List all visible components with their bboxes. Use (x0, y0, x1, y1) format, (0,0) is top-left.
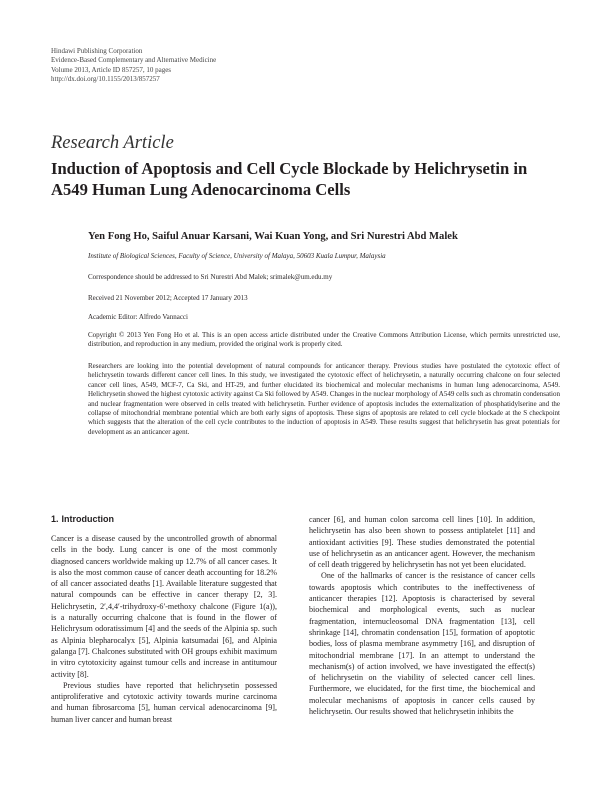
intro-paragraph-3: One of the hallmarks of cancer is the resistance of cancer cells towards apoptosis which contributes to the ineffectiveness of anticancer therapies [12]. Apoptosis is characterised by several biochemical and morphological events, such as nuclear fragmentation, internucleosomal DNA fragmentation [13], cell shrinkage [14], chromatin condensation [15], formation of apoptotic bodies, loss of plasma membrane asymmetry [16], and disruption of mitochondrial membrane [17]. In an attempt to understand the mechanism(s) of action involved, we have investigated the effect(s) of helichrysetin on the viability of selected cancer cell lines. Furthermore, we elucidated, for the first time, the biochemical and molecular mechanisms of apoptosis in cancer cells caused by helichrysetin. Our results showed that helichrysetin inhibits the (309, 571, 535, 717)
article-title: Induction of Apoptosis and Cell Cycle Blockade by Helichrysetin in A549 Human Lung Adenocarcinoma Cells (51, 159, 528, 199)
author-list: Yen Fong Ho, Saiful Anuar Karsani, Wai Kuan Yong, and Sri Nurestri Abd Malek (88, 231, 458, 242)
copyright-notice: Copyright © 2013 Yen Fong Ho et al. This is an open access article distributed under the Creative Commons Attribution License, which permits unrestricted use, distribution, and reproduction in any medium, provided the original work is properly cited. (88, 331, 560, 349)
volume-info: Volume 2013, Article ID 857257, 10 pages (51, 65, 172, 74)
intro-paragraph-2-continued: cancer [6], and human colon sarcoma cell lines [10]. In addition, helichrysetin has also been shown to possess antiplatelet [11] and antioxidant activities [9]. These studies demonstrated the potential use of helichrysetin as an anticancer agent. However, the mechanism of cell death triggered by helichrysetin has not yet been elucidated. (309, 515, 535, 570)
affiliation: Institute of Biological Sciences, Faculty of Science, University of Malaya, 50603 Kuala Lumpur, Malaysia (88, 252, 386, 260)
article-type: Research Article (51, 133, 174, 153)
masthead (51, 47, 216, 85)
right-column (309, 514, 535, 717)
correspondence: Correspondence should be addressed to Sri Nurestri Abd Malek; srimalek@um.edu.my (88, 273, 333, 281)
intro-paragraph-1: Cancer is a disease caused by the uncontrolled growth of abnormal cells in the body. Lung cancer is one of the most commonly diagnosed cancers worldwide making up 12.7% of all cancer cases. It is also the most common cause of cancer death accounting for 18.2% of all cancer associated deaths [1]. Available literature suggested that natural compounds can be effective in cancer therapy [2, 3]. Helichrysetin, 2′,4,4′-trihydroxy-6′-methoxy chalcone (Figure 1(a)), is a naturally occurring chalcone that is found in the flower of Helichrysum odoratissimum [4] and the seeds of the Alpinia sp. such as Alpinia blepharocalyx [5], Alpinia katsumadai [6], and Alpinia galanga [7]. Chalcones substituted with OH groups exhibit maximum in vitro cytotoxicity against tumour cells and increase in antitumour activity [8]. (51, 534, 277, 679)
section-title: Introduction (61, 514, 115, 524)
left-column (51, 514, 277, 725)
publisher: Hindawi Publishing Corporation (51, 47, 143, 55)
abstract: Researchers are looking into the potential development of natural compounds for anticancer therapy. Previous studies have postulated the cytotoxic effect of helichrysetin towards different cancer cell lines. In this study, we investigated the cytotoxic effect of helichrysetin, a naturally occurring chalcone on four selected cancer cell lines, A549, MCF-7, Ca Ski, and HT-29, and further elucidated its biochemical and molecular mechanisms in human lung adenocarcinoma, A549. Helichrysetin showed the highest cytotoxic activity against Ca Ski followed by A549. Changes in the nuclear morphology of A549 cells such as chromatin condensation and nuclear fragmentation were observed in cells treated with helichrysetin. Further evidence of apoptosis includes the externalization of phosphatidylserine and the collapse of mitochondrial membrane potential which are both early signs of apoptosis. These signs of apoptosis are related to cell cycle blockade at the S checkpoint which suggests that the alteration of the cell cycle contributes to the induction of apoptosis in A549. These results suggest that helichrysetin has great potentials for development as an anticancer agent. (88, 362, 560, 436)
section-number: 1. (51, 514, 59, 524)
section-heading-introduction (51, 514, 277, 525)
journal-name: Evidence-Based Complementary and Alternative Medicine (51, 56, 217, 65)
received-accepted-dates: Received 21 November 2012; Accepted 17 January 2013 (88, 294, 248, 302)
doi-link[interactable]: http://dx.doi.org/10.1155/2013/857257 (51, 75, 160, 84)
academic-editor: Academic Editor: Alfredo Vannacci (88, 313, 188, 321)
intro-paragraph-2: Previous studies have reported that helichrysetin possessed antiproliferative and cytotoxic activity towards murine carcinoma and human fibrosarcoma [5], human cervical adenocarcinoma [9], human liver cancer and human breast (51, 680, 277, 724)
